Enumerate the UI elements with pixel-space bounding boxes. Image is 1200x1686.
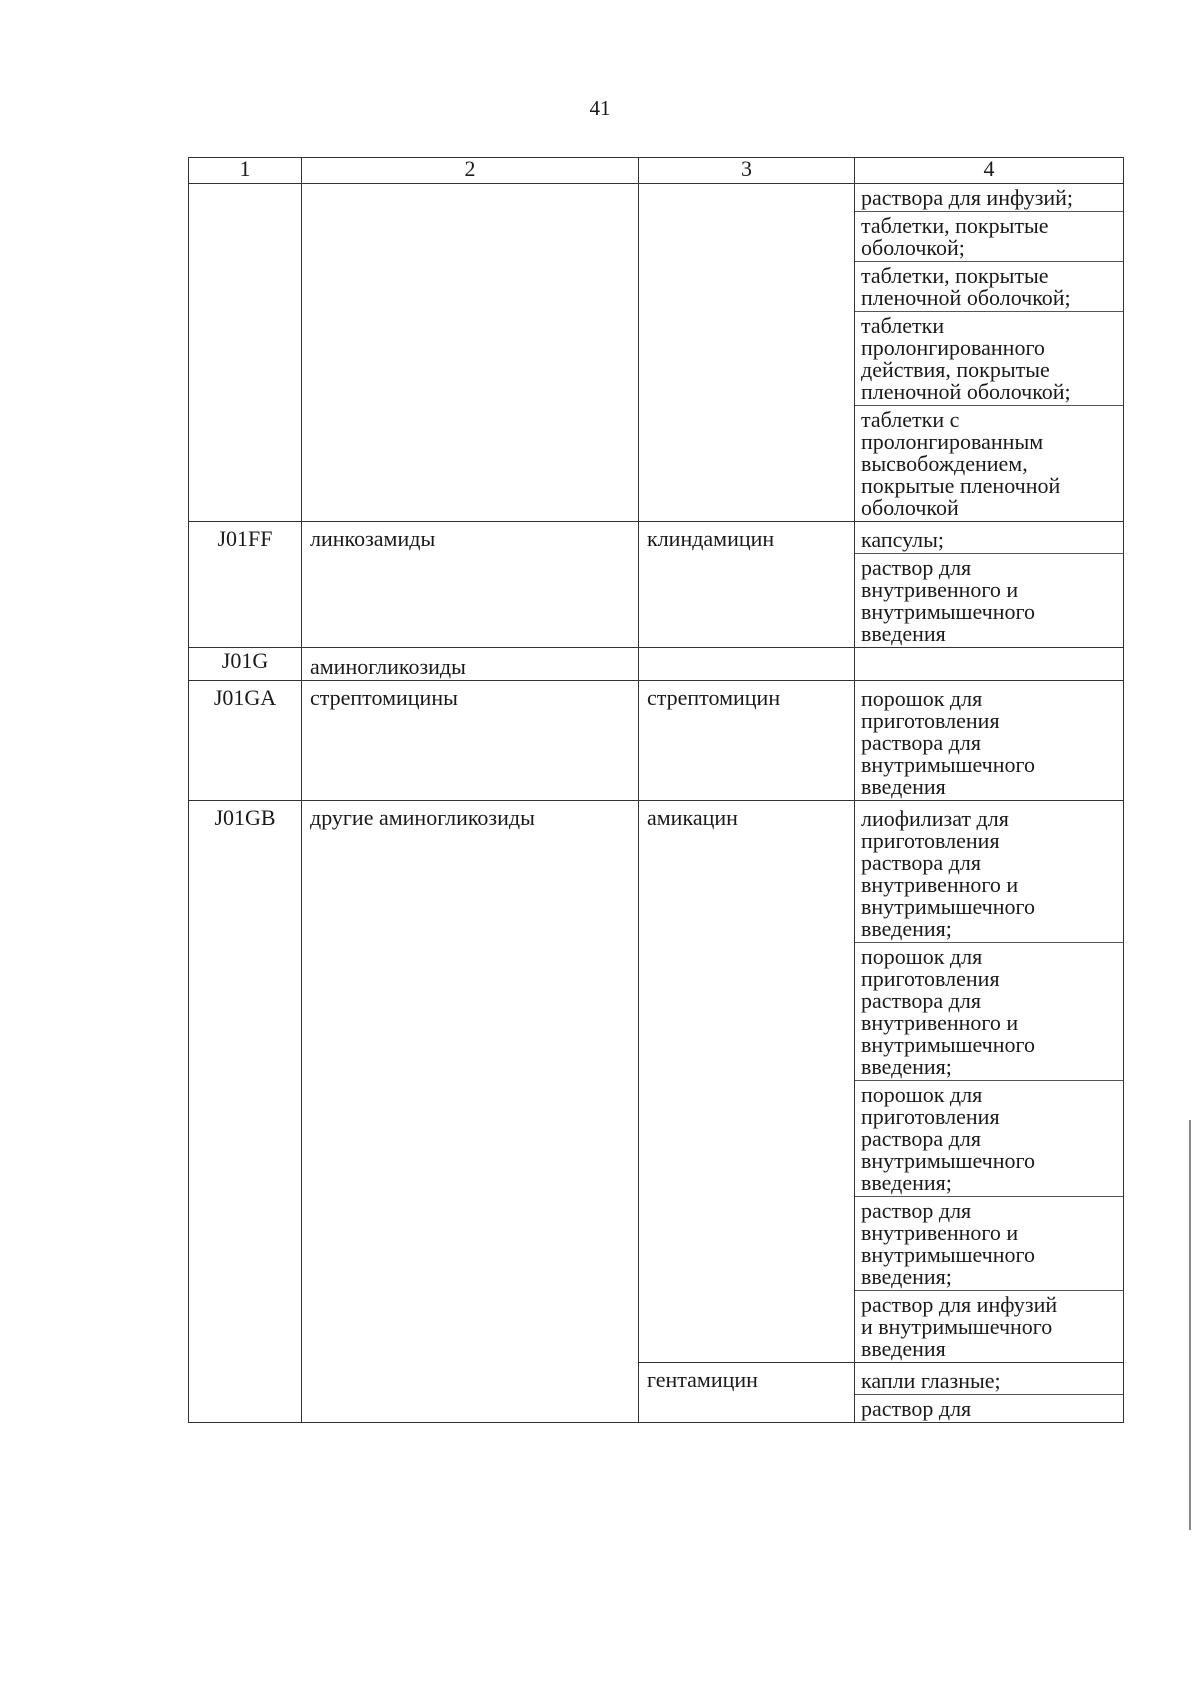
dosage-form-line: пролонгированного: [861, 335, 1045, 360]
dosage-form: [855, 406, 1123, 521]
dosage-form-line: высвобождением,: [861, 451, 1028, 476]
dosage-form: [855, 184, 1123, 212]
drug-name-cell: клиндамицин: [639, 522, 855, 648]
atc-code-cell: [189, 184, 302, 522]
dosage-form: [855, 262, 1123, 312]
drug-name-cell: стрептомицин: [639, 681, 855, 801]
dosage-form-line: раствор для: [861, 555, 972, 580]
column-header-2: 2: [302, 158, 639, 184]
column-header-4: 4: [855, 158, 1124, 184]
drug-name-cell: гентамицин: [639, 1363, 855, 1423]
dosage-form-line: внутримышечного: [861, 599, 1035, 624]
dosage-form-line: раствор для: [861, 1198, 972, 1223]
dosage-form: [855, 522, 1123, 554]
drug-name-cell: [639, 648, 855, 681]
group-name-cell: линкозамиды: [302, 522, 639, 648]
dosage-form-line: пролонгированным: [861, 429, 1044, 454]
dosage-form-line: действия, покрытые: [861, 357, 1050, 382]
dosage-form-line: раствора для: [861, 1126, 981, 1151]
dosage-form-line: приготовления: [861, 828, 1000, 853]
dosage-form-line: таблетки, покрытые: [861, 263, 1049, 288]
drug-name-cell: амикацин: [639, 801, 855, 1363]
group-name-cell: стрептомицины: [302, 681, 639, 801]
dosage-form-line: таблетки, покрытые: [861, 213, 1049, 238]
dosage-form-line: порошок для: [861, 686, 983, 711]
table-row: [189, 801, 1124, 1363]
dosage-form-line: внутривенного и: [861, 872, 1019, 897]
dosage-form-line: таблетки: [861, 313, 945, 338]
dosage-form-line: лиофилизат для: [861, 806, 1009, 831]
dosage-form: [855, 801, 1123, 943]
dosage-form-line: раствор для инфузий: [861, 1292, 1058, 1317]
group-name-cell: [302, 184, 639, 522]
dosage-form-line: раствора для: [861, 988, 981, 1013]
table-row: [189, 681, 1124, 801]
dosage-form-line: введения;: [861, 1170, 952, 1195]
dosage-form-line: внутримышечного: [861, 894, 1035, 919]
dosage-form-line: раствора для: [861, 850, 981, 875]
dosage-form-line: капли глазные;: [861, 1368, 1001, 1393]
dosage-form-line: порошок для: [861, 1082, 983, 1107]
dosage-form-line: введения: [861, 1336, 946, 1361]
atc-code-cell: J01G: [189, 648, 302, 681]
dosage-form-line: введения;: [861, 1054, 952, 1079]
dosage-form-line: порошок для: [861, 944, 983, 969]
dosage-form: [855, 681, 1123, 800]
dosage-form-line: и внутримышечного: [861, 1314, 1053, 1339]
dosage-form-line: раствора для инфузий;: [861, 185, 1074, 210]
column-header-3: 3: [639, 158, 855, 184]
dosage-forms-cell: [855, 801, 1124, 1363]
dosage-form-line: покрытые пленочной: [861, 473, 1061, 498]
dosage-forms-cell: [855, 522, 1124, 648]
table-row: [189, 184, 1124, 522]
dosage-form-line: введения;: [861, 1264, 952, 1289]
dosage-form: [855, 1197, 1123, 1291]
atc-code-cell: J01GA: [189, 681, 302, 801]
dosage-form: [855, 1363, 1123, 1395]
dosage-forms-cell: [855, 648, 1124, 681]
group-name-cell: другие аминогликозиды: [302, 801, 639, 1423]
dosage-form-line: приготовления: [861, 1104, 1000, 1129]
dosage-form-line: оболочкой: [861, 495, 959, 520]
dosage-form-line: введения: [861, 774, 946, 799]
dosage-form-line: таблетки с: [861, 407, 960, 432]
table-row: [189, 648, 1124, 681]
dosage-form-line: раствор для: [861, 1396, 972, 1421]
dosage-form-line: капсулы;: [861, 527, 944, 552]
dosage-form: [855, 943, 1123, 1081]
dosage-form: [855, 1291, 1123, 1362]
dosage-form-line: пленочной оболочкой;: [861, 379, 1071, 404]
dosage-forms-cell: [855, 1363, 1124, 1423]
dosage-form-line: внутримышечного: [861, 752, 1035, 777]
table-header-row: [189, 158, 1124, 184]
dosage-form-line: внутримышечного: [861, 1148, 1035, 1173]
page-number: 41: [589, 96, 611, 120]
dosage-form-line: введения;: [861, 916, 952, 941]
table-row: [189, 522, 1124, 648]
dosage-form-line: приготовления: [861, 708, 1000, 733]
atc-code-cell: J01GB: [189, 801, 302, 1423]
dosage-form-line: внутривенного и: [861, 1010, 1019, 1035]
dosage-form-line: внутримышечного: [861, 1242, 1035, 1267]
scan-edge-mark: [1189, 1120, 1191, 1530]
dosage-form-line: приготовления: [861, 966, 1000, 991]
dosage-form: [855, 312, 1123, 406]
dosage-form-line: внутривенного и: [861, 1220, 1019, 1245]
dosage-form-line: раствора для: [861, 730, 981, 755]
drug-table: [188, 157, 1124, 1423]
group-name-cell: аминогликозиды: [302, 648, 639, 681]
drug-name-cell: [639, 184, 855, 522]
dosage-forms-cell: [855, 184, 1124, 522]
dosage-form: [855, 212, 1123, 262]
dosage-form-line: пленочной оболочкой;: [861, 285, 1071, 310]
dosage-form-line: внутривенного и: [861, 577, 1019, 602]
dosage-form: [855, 1081, 1123, 1197]
atc-code-cell: J01FF: [189, 522, 302, 648]
dosage-form-line: введения: [861, 621, 946, 646]
dosage-forms-cell: [855, 681, 1124, 801]
dosage-form-line: оболочкой;: [861, 235, 965, 260]
column-header-1: 1: [189, 158, 302, 184]
dosage-form: [855, 1395, 1123, 1422]
dosage-form-line: внутримышечного: [861, 1032, 1035, 1057]
dosage-form: [855, 554, 1123, 647]
